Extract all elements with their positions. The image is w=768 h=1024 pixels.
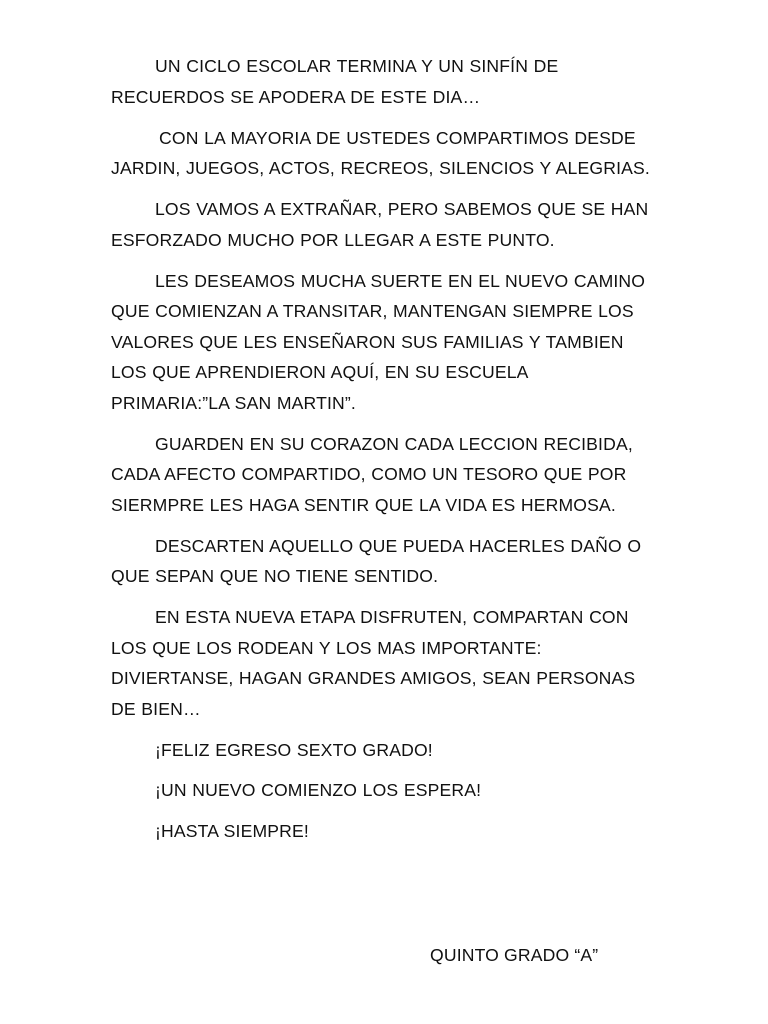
- closing-line-1: ¡FELIZ EGRESO SEXTO GRADO!: [155, 739, 433, 760]
- paragraph-5: GUARDEN EN SU CORAZON CADA LECCION RECIBIDA, CADA AFECTO COMPARTIDO, COMO UN TESORO QUE POR SIERMPRE LES HAGA SENTIR QUE LA VIDA ES HERMOSA.: [111, 433, 633, 515]
- paragraph-2: CON LA MAYORIA DE USTEDES COMPARTIMOS DESDE JARDIN, JUEGOS, ACTOS, RECREOS, SILENCIOS Y ALEGRIAS.: [111, 127, 650, 178]
- signature: QUINTO GRADO “A”: [430, 945, 599, 965]
- paragraph-1: UN CICLO ESCOLAR TERMINA Y UN SINFÍN DE RECUERDOS SE APODERA DE ESTE DIA…: [111, 56, 559, 107]
- paragraph-3: LOS VAMOS A EXTRAÑAR, PERO SABEMOS QUE SE HAN ESFORZADO MUCHO POR LLEGAR A ESTE PUNTO.: [111, 199, 649, 250]
- paragraph-7: EN ESTA NUEVA ETAPA DISFRUTEN, COMPARTAN CON LOS QUE LOS RODEAN Y LOS MAS IMPORTANTE: DIVIERTANSE, HAGAN GRANDES AMIGOS, SEAN PERSONAS DE BIEN…: [111, 607, 636, 719]
- paragraph-6: DESCARTEN AQUELLO QUE PUEDA HACERLES DAÑO O QUE SEPAN QUE NO TIENE SENTIDO.: [111, 535, 642, 586]
- closing-line-2: ¡UN NUEVO COMIENZO LOS ESPERA!: [155, 780, 482, 800]
- paragraph-4: LES DESEAMOS MUCHA SUERTE EN EL NUEVO CAMINO QUE COMIENZAN A TRANSITAR, MANTENGAN SIEMPRE LOS VALORES QUE LES ENSEÑARON SUS FAMILIAS Y TAMBIEN LOS QUE APRENDIERON AQUÍ, EN SU ESCUELA PRIMARIA:”LA SAN MARTIN”.: [111, 270, 646, 413]
- closing-line-3: ¡HASTA SIEMPRE!: [155, 820, 309, 841]
- letter-body: [111, 51, 651, 856]
